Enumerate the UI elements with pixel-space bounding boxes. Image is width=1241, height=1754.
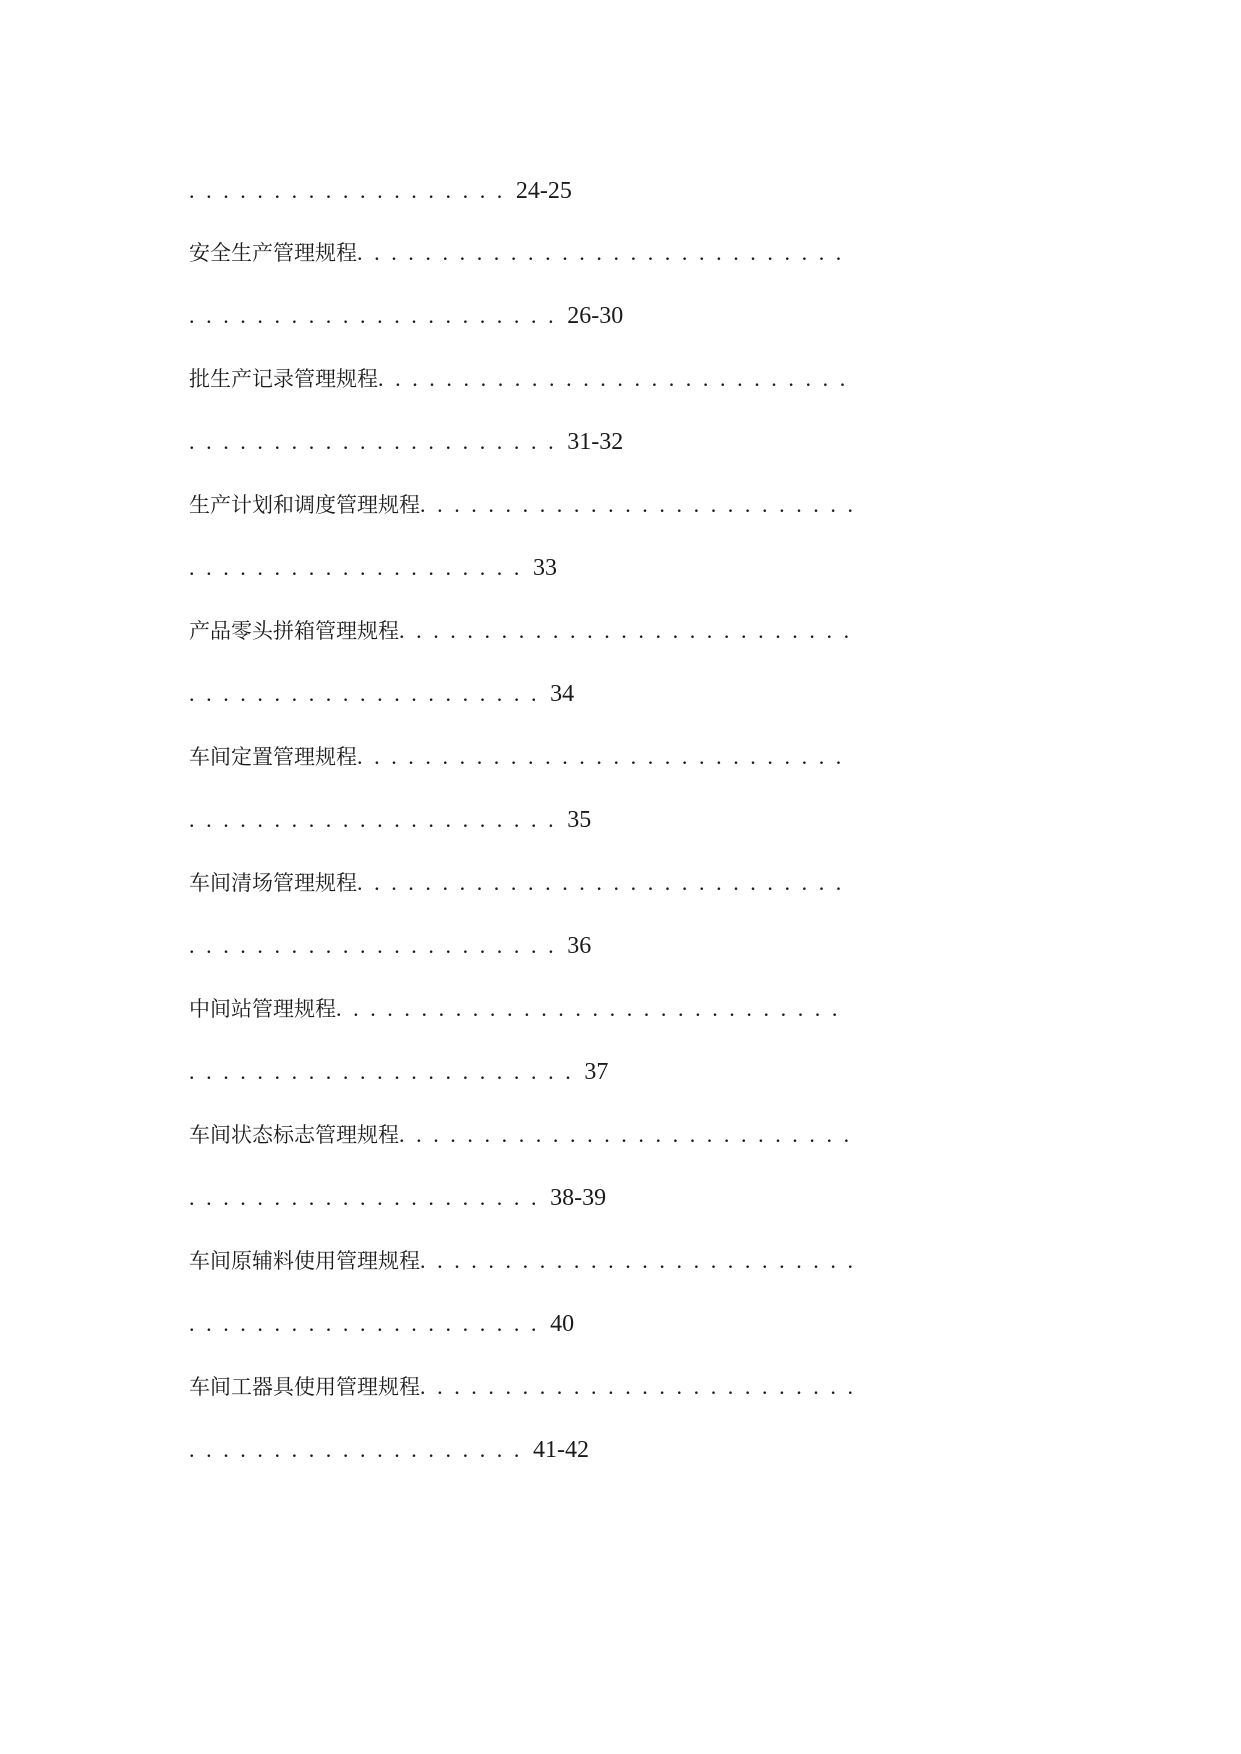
toc-line [189, 1367, 867, 1407]
toc-line [189, 989, 851, 1029]
toc-line [189, 1178, 606, 1218]
toc-dot-leader: ....................... [189, 1059, 583, 1084]
toc-dot-leader: .................... [189, 555, 531, 580]
toc-dot-leader: ................... [189, 178, 514, 203]
toc-line [189, 1115, 863, 1155]
toc-entry-title: 车间状态标志管理规程 [189, 1123, 399, 1147]
toc-line [189, 926, 591, 966]
toc-page-number: 33 [533, 555, 557, 581]
toc-entry-title: 车间定置管理规程 [189, 745, 357, 769]
toc-dot-leader: ............................. [357, 744, 853, 769]
toc-dot-leader: .......................... [420, 1374, 865, 1399]
toc-entry-title: 车间原辅料使用管理规程 [189, 1249, 420, 1273]
toc-dot-leader: ...................... [189, 807, 566, 832]
toc-line [189, 233, 855, 273]
toc-dot-leader: .............................. [336, 996, 849, 1021]
toc-line [189, 611, 863, 651]
toc-page-number: 24-25 [515, 178, 572, 204]
toc-page-number: 31-32 [567, 429, 624, 455]
toc-entry-title: 安全生产管理规程 [189, 241, 357, 265]
toc-dot-leader: ...................... [189, 933, 566, 958]
toc-line [189, 422, 623, 462]
toc-line [189, 800, 591, 840]
toc-entry-title: 批生产记录管理规程 [189, 367, 378, 391]
toc-line [189, 359, 859, 399]
toc-dot-leader: ........................... [399, 1122, 861, 1147]
toc-line [189, 863, 855, 903]
toc-entry-title: 车间清场管理规程 [189, 871, 357, 895]
toc-page-number: 35 [567, 807, 592, 833]
toc-dot-leader: .................... [189, 1437, 531, 1462]
toc-dot-leader: ............................. [357, 870, 853, 895]
toc-line [189, 1304, 574, 1344]
toc-page-number: 26-30 [567, 303, 624, 329]
toc-line [189, 1241, 867, 1281]
toc-entry-title: 生产计划和调度管理规程 [189, 493, 420, 517]
toc-line [189, 548, 557, 588]
toc-line [189, 674, 574, 714]
toc-line [189, 1430, 589, 1470]
toc-line [189, 171, 572, 211]
toc-dot-leader: ..................... [189, 1185, 549, 1210]
toc-dot-leader: .......................... [420, 492, 865, 517]
toc-line [189, 485, 867, 525]
toc-dot-leader: ..................... [189, 681, 549, 706]
toc-page-number: 40 [550, 1311, 575, 1337]
toc-entry-title: 车间工器具使用管理规程 [189, 1375, 420, 1399]
toc-dot-leader: ............................. [357, 240, 853, 265]
toc-line [189, 737, 855, 777]
toc-dot-leader: ..................... [189, 1311, 549, 1336]
toc-entry-title: 产品零头拼箱管理规程 [189, 619, 399, 643]
toc-page-number: 41-42 [533, 1437, 589, 1463]
toc-line [189, 296, 623, 336]
toc-page-number: 36 [567, 933, 592, 959]
toc-page-number: 37 [584, 1059, 609, 1085]
toc-line [189, 1052, 608, 1092]
toc-entry-title: 中间站管理规程 [189, 997, 336, 1021]
toc-page-number: 34 [550, 681, 575, 707]
toc-dot-leader: ............................ [378, 366, 857, 391]
toc-dot-leader: ...................... [189, 429, 566, 454]
toc-dot-leader: ........................... [399, 618, 861, 643]
toc-dot-leader: .......................... [420, 1248, 865, 1273]
toc-dot-leader: ...................... [189, 303, 566, 328]
toc-page-number: 38-39 [550, 1185, 607, 1211]
